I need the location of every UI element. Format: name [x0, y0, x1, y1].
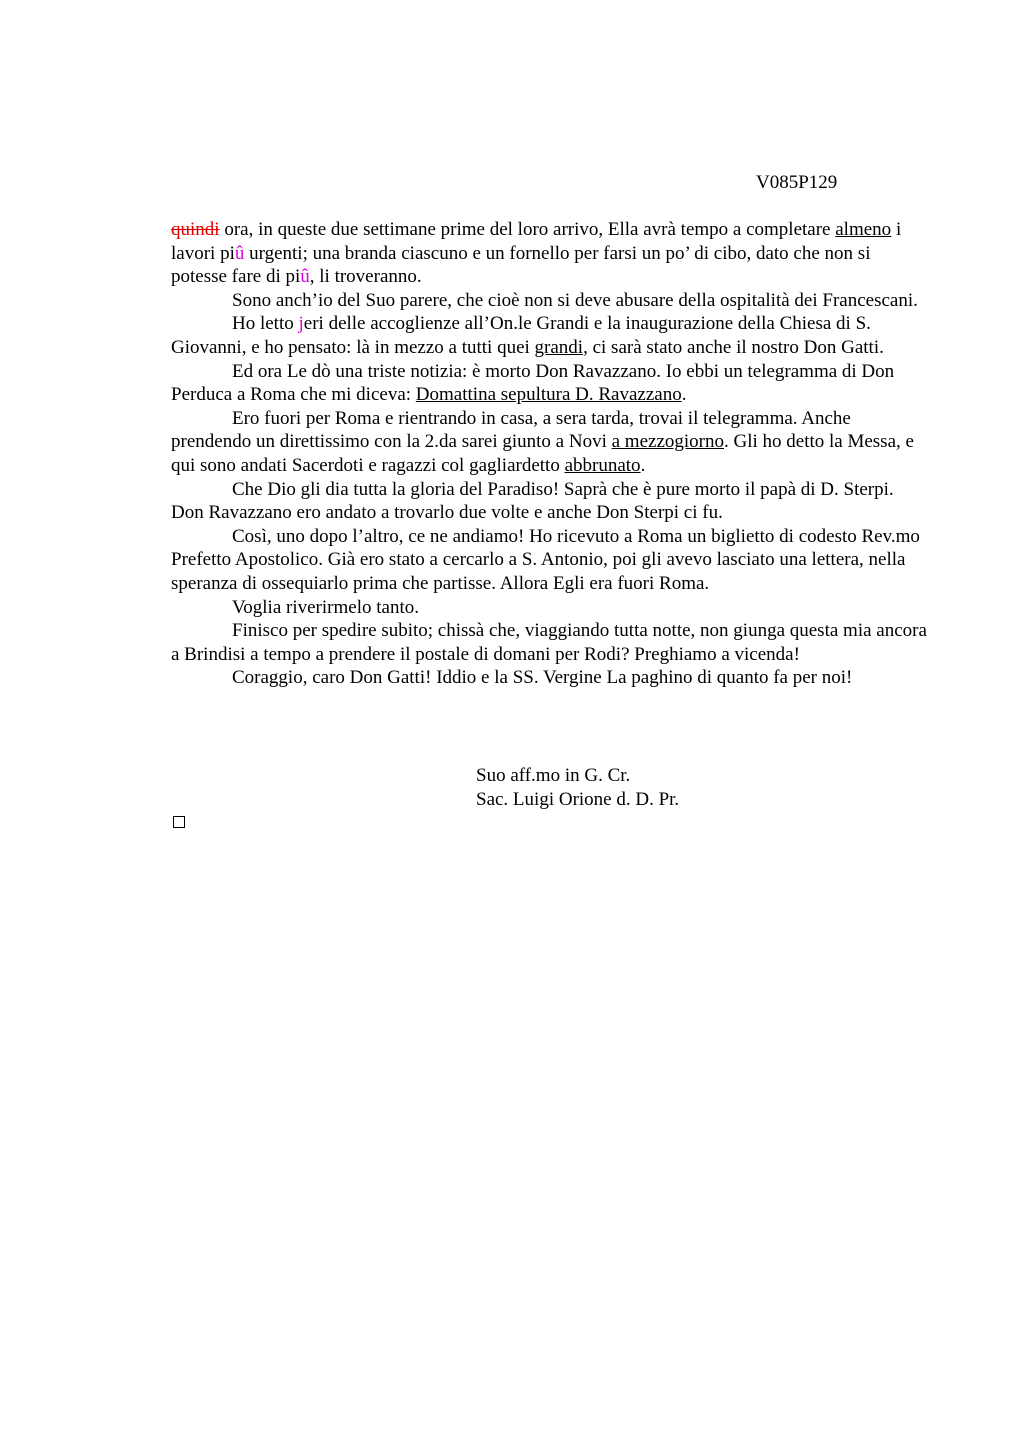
corrected-letter: j — [298, 313, 304, 335]
signature-closing: Suo aff.mo in G. Cr. — [476, 765, 631, 786]
text-span: Ho letto — [232, 313, 299, 335]
underlined-word: grandi — [534, 336, 584, 358]
text-span: ora, in queste due settimane prime del loro arrivo, Ella avrà tempo a completare — [219, 219, 836, 240]
corrected-letter: û — [234, 242, 245, 264]
page-identifier: V085P129 — [756, 172, 838, 193]
underlined-phrase: a mezzogiorno — [611, 431, 724, 453]
paragraph-2: Sono anch’io del Suo parere, che cioè non si deve abusare della ospitalità dei Francescani. — [232, 289, 918, 311]
text-span: Ed ora Le dò una triste notizia: è morto Don Ravazzano. Io ebbi un telegramma di Don Perduca a Roma che mi diceva: — [171, 360, 895, 406]
text-span: . — [640, 454, 646, 476]
underlined-word: abbrunato — [564, 454, 641, 476]
deleted-word: quindi — [171, 219, 220, 240]
paragraph-6: Che Dio gli dia tutta la gloria del Paradiso! Saprà che è pure morto il papà di D. Sterpi. Don Ravazzano ero andato a trovarlo due volte e anche Don Sterpi ci fu. — [171, 478, 894, 524]
signature-name: Sac. Luigi Orione d. D. Pr. — [476, 788, 680, 810]
text-span: i lavori pi — [171, 219, 902, 264]
signature-block — [476, 764, 679, 811]
paragraph-3 — [171, 312, 931, 359]
text-span: , li troveranno. — [309, 266, 422, 288]
paragraph-8: Voglia riverirmelo tanto. — [232, 596, 419, 618]
text-span: . — [681, 384, 687, 406]
paragraph-9: Finisco per spedire subito; chissà che, viaggiando tutta notte, non giunga questa mia ancora a Brindisi a tempo a prendere il postale di domani per Rodi? Preghiamo a vicenda! — [171, 620, 927, 665]
paragraph-7: Così, uno dopo l’altro, ce ne andiamo! Ho ricevuto a Roma un biglietto di codesto Rev.mo Prefetto Apostolico. Già ero stato a cercarlo a S. Antonio, poi gli avevo lasciato una lettera, nella speranza di ossequiarlo prima che partisse. Allora Egli era fuori Roma. — [171, 525, 920, 594]
text-span: eri delle accoglienze all’On.le Grandi e la inaugurazione della Chiesa di S. Giovanni, e ho pensato: là in mezzo a tutti quei — [171, 313, 871, 358]
text-span: urgenti; una branda ciascuno e un fornello per farsi un po’ di cibo, dato che non si potesse fare di pi — [171, 242, 871, 288]
text-span: Ero fuori per Roma e rientrando in casa, a sera tarda, trovai il telegramma. Anche prendendo un direttissimo con la 2.da sarei giunto a Novi — [171, 407, 851, 453]
paragraph-4 — [171, 360, 931, 407]
text-span: , ci sarà stato anche il nostro Don Gatti. — [583, 336, 884, 358]
underlined-phrase: Domattina sepultura D. Ravazzano — [415, 384, 682, 406]
letter-body — [171, 218, 931, 690]
underlined-word: almeno — [835, 219, 892, 240]
paragraph-5 — [171, 407, 931, 478]
text-span: . Gli ho detto la Messa, e qui sono andati Sacerdoti e ragazzi col gagliardetto — [171, 431, 914, 476]
corrected-letter: û — [300, 266, 310, 288]
paragraph-1 — [171, 218, 931, 289]
paragraph-10: Coraggio, caro Don Gatti! Iddio e la SS. Vergine La paghino di quanto fa per noi! — [232, 667, 853, 689]
end-marker-box — [173, 816, 185, 828]
